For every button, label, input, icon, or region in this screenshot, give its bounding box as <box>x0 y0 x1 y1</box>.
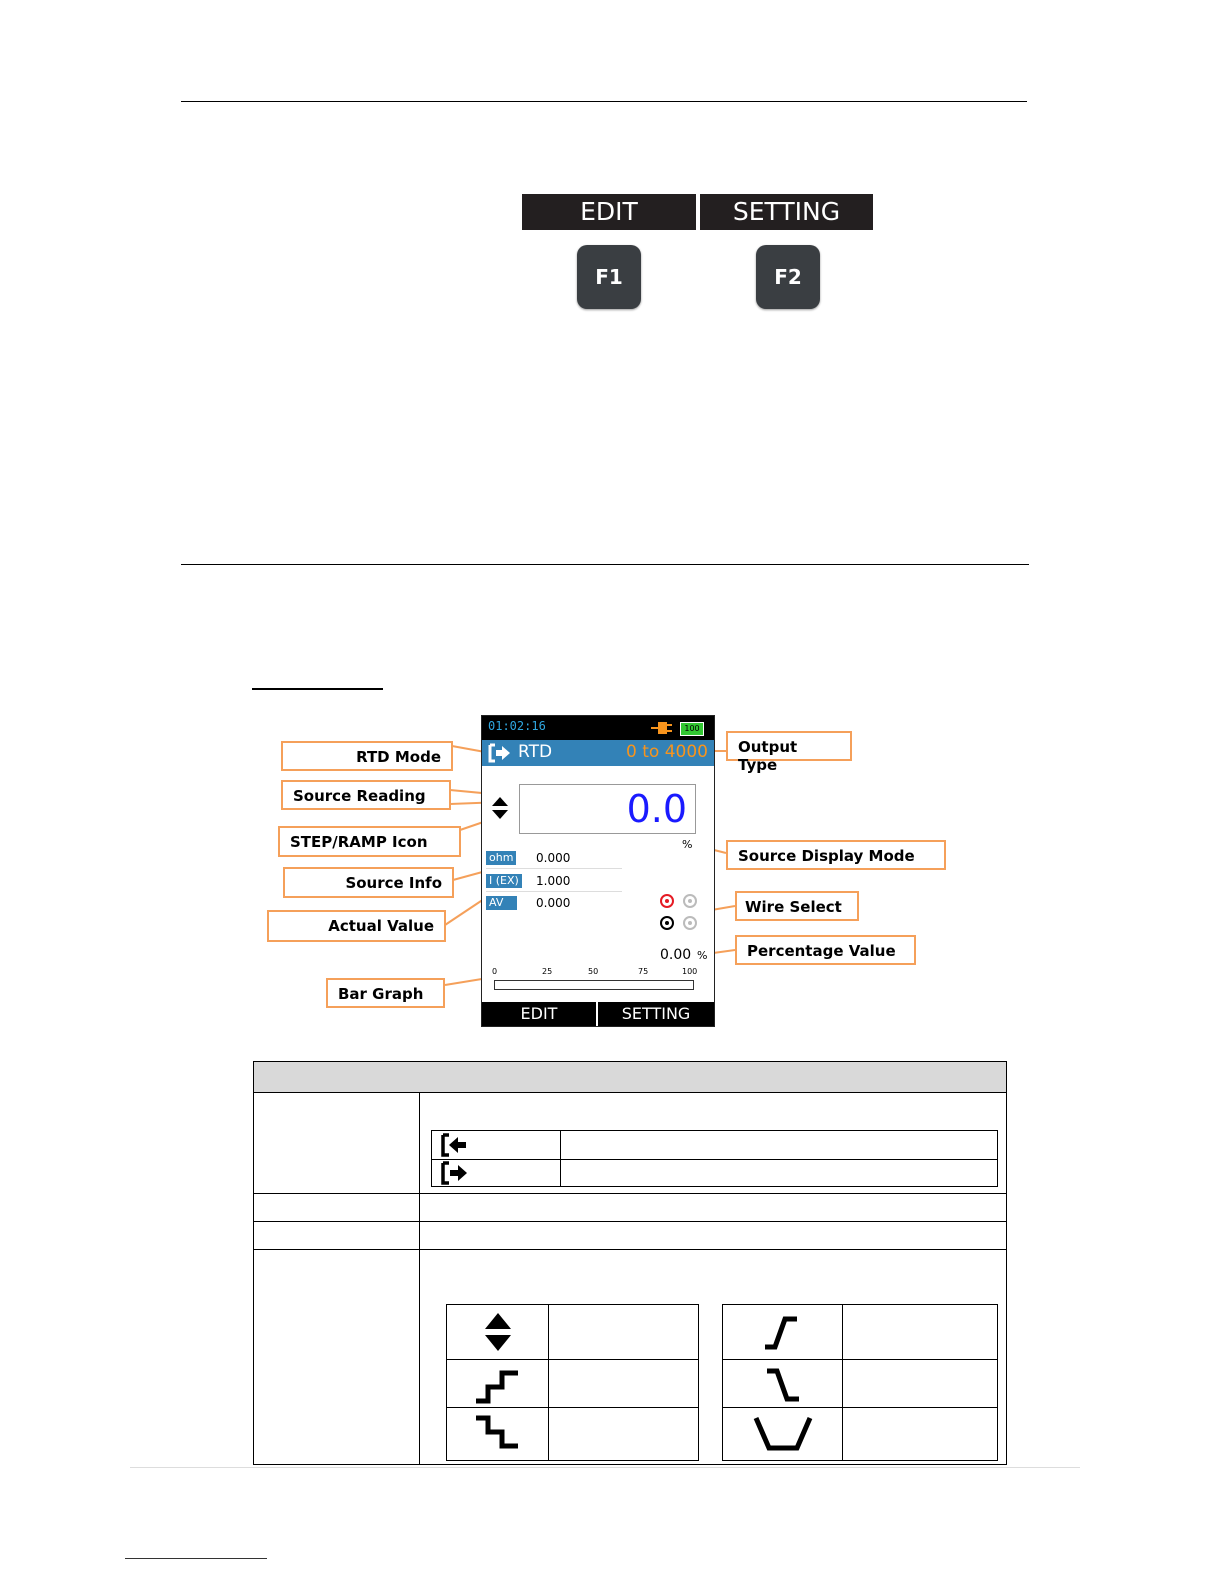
source-info-row <box>486 848 622 869</box>
description-table <box>253 1061 1007 1465</box>
callout-output-type: Output Type <box>726 731 852 761</box>
wire-2w-active-icon[interactable] <box>660 894 674 908</box>
measure-arrow-icon <box>440 1133 470 1157</box>
source-reading-value: 0.0 <box>626 787 687 831</box>
callout-source-display-mode: Source Display Mode <box>726 840 946 870</box>
callout-source-info: Source Info <box>283 867 454 898</box>
row-label: ohm <box>486 851 516 865</box>
callout-actual-value: Actual Value <box>267 910 446 942</box>
output-type-range: 0 to 4000 <box>626 742 708 762</box>
row-value: 0.000 <box>536 851 571 865</box>
callout-bar-graph: Bar Graph <box>326 978 445 1008</box>
wire-option-icon[interactable] <box>683 894 697 908</box>
bar-tick-label: 0 <box>492 967 498 976</box>
f1-key[interactable]: F1 <box>577 245 641 309</box>
table-column-divider <box>419 1093 420 1465</box>
up-down-triangle-icon[interactable] <box>491 796 509 820</box>
ramp-cycle-icon <box>753 1414 813 1454</box>
row-value: 1.000 <box>536 874 571 888</box>
bar-tick-label: 50 <box>588 967 599 976</box>
row-label: AV <box>486 896 517 910</box>
page-bottom-rule <box>130 1467 1080 1468</box>
bar-tick-label: 25 <box>542 967 553 976</box>
ramp-icon-subtable <box>722 1304 998 1461</box>
screen-edit-label[interactable]: EDIT <box>482 1002 598 1026</box>
mode-title-bar <box>482 740 714 766</box>
callout-wire-select: Wire Select <box>735 891 859 921</box>
wire-option-icon[interactable] <box>683 916 697 930</box>
table-row-divider <box>254 1221 1006 1222</box>
ramp-down-icon <box>763 1365 803 1405</box>
mode-icon-subtable <box>431 1130 998 1187</box>
bar-tick-label: 100 <box>682 967 698 976</box>
mode-label: RTD <box>518 742 553 762</box>
ramp-up-icon <box>763 1313 803 1353</box>
step-up-icon <box>474 1365 522 1405</box>
clock-text: 01:02:16 <box>488 719 546 733</box>
step-icon-subtable <box>446 1304 699 1461</box>
source-display-mode-unit: % <box>682 838 693 851</box>
source-arrow-icon <box>440 1161 470 1185</box>
bar-tick-label: 75 <box>638 967 649 976</box>
callout-rtd-mode: RTD Mode <box>281 741 453 771</box>
percentage-value: 0.00 <box>660 947 692 963</box>
subtable-col <box>560 1131 561 1186</box>
setting-softkey-label: SETTING <box>700 194 873 230</box>
subtable-col <box>548 1305 549 1460</box>
callout-source-reading: Source Reading <box>281 780 451 810</box>
up-down-triangle-icon <box>483 1311 513 1353</box>
subtable-col <box>842 1305 843 1460</box>
table-row-divider <box>254 1249 1006 1250</box>
screen-setting-label[interactable]: SETTING <box>621 1004 691 1023</box>
screen-softkey-bar <box>482 1002 714 1026</box>
wire-3w-active-icon[interactable] <box>660 916 674 930</box>
subtable-row <box>432 1131 997 1160</box>
device-screen <box>481 715 715 1027</box>
bar-graph <box>494 980 694 990</box>
callout-percentage-value: Percentage Value <box>735 935 916 965</box>
step-down-icon <box>474 1414 522 1454</box>
row-value: 0.000 <box>536 896 571 910</box>
table-row-divider <box>254 1193 1006 1194</box>
source-reading-box[interactable] <box>519 784 696 834</box>
battery-icon: 100 <box>680 722 704 736</box>
callout-step-ramp-icon: STEP/RAMP Icon <box>278 826 461 857</box>
table-header <box>254 1062 1006 1093</box>
percentage-unit: % <box>697 949 708 962</box>
actual-value-row <box>486 893 622 913</box>
edit-softkey-label: EDIT <box>522 194 696 230</box>
power-plug-icon <box>650 720 674 736</box>
f2-key[interactable]: F2 <box>756 245 820 309</box>
source-info-row <box>486 871 622 892</box>
source-arrow-icon <box>488 743 512 763</box>
row-label: I (EX) <box>486 874 522 888</box>
status-bar <box>482 716 714 740</box>
footer-link-underline <box>125 1558 267 1559</box>
